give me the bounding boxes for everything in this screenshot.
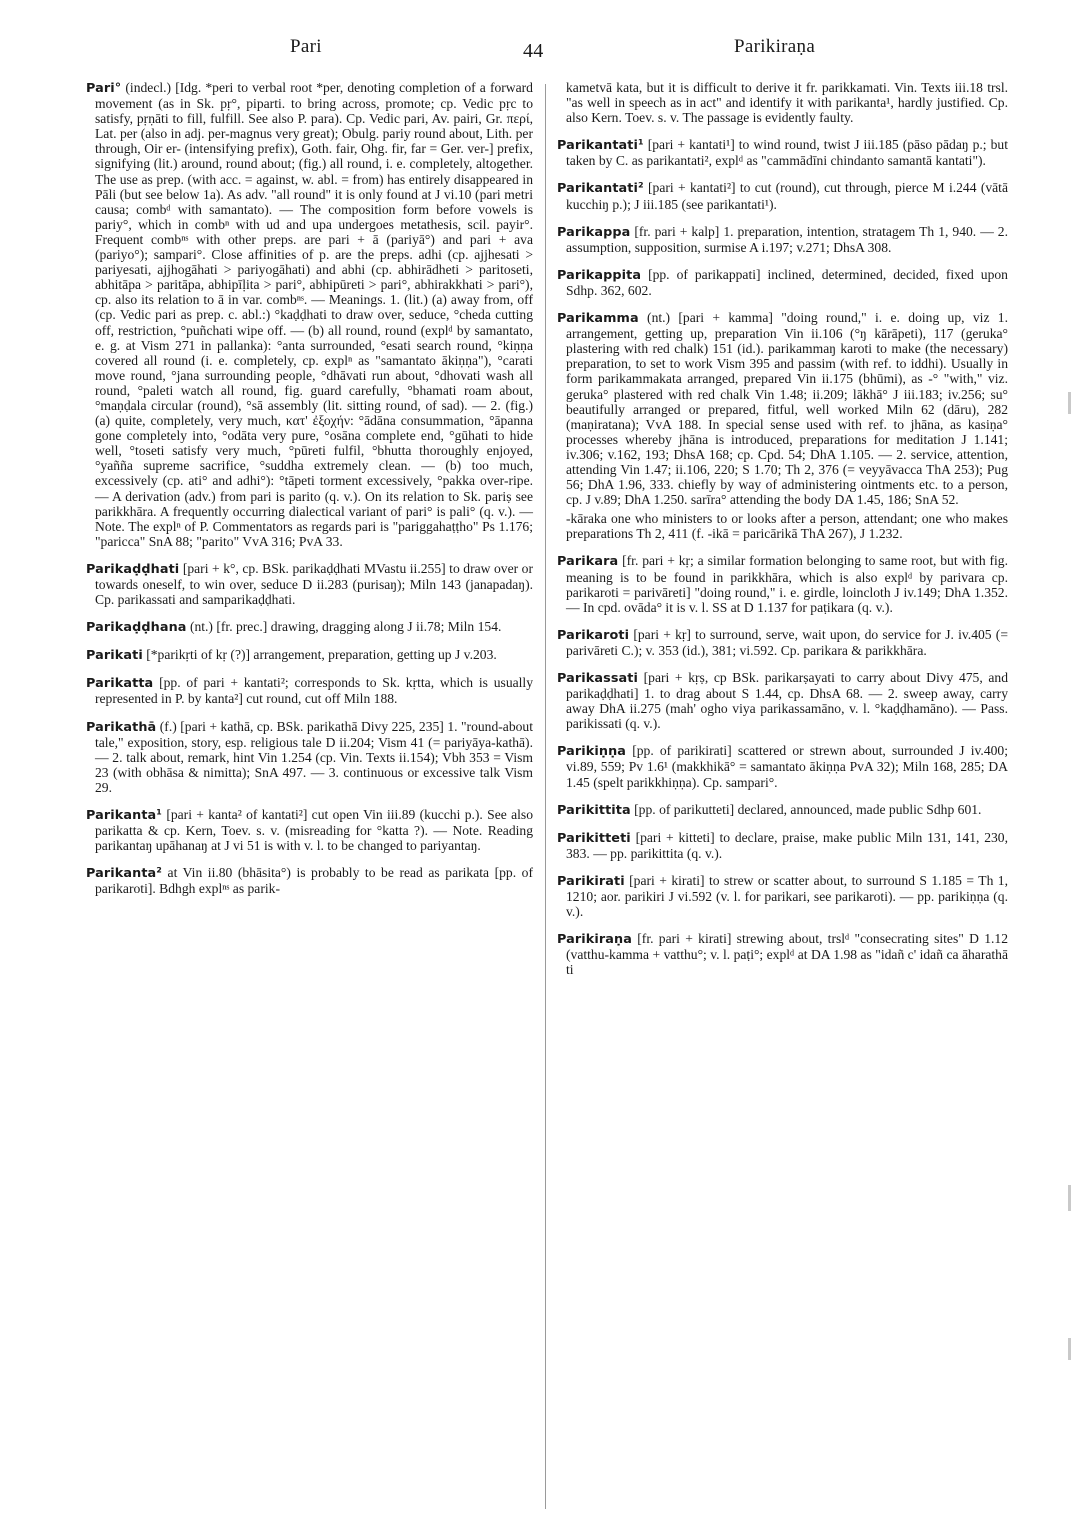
entry-headword: Parikamma	[557, 311, 639, 327]
dictionary-entry	[86, 647, 533, 663]
entry-definition: [pari + kantati¹] to wind round, twist J iii.185 (pāso pādaŋ p.; but taken by C. as parikantati², explᵈ as "cammādīni chindanto samantā kantati").	[566, 137, 1008, 169]
scan-edge-mark	[1068, 1185, 1071, 1211]
scan-edge-mark	[1068, 1338, 1071, 1360]
dictionary-entry	[86, 619, 533, 635]
entry-definition: [pari + kṛ] to surround, serve, wait upon, do service for J. iv.405 (= parivāreti C.); v. 353 (id.), 381; vi.592. Cp. parikara & parikkhāra.	[566, 626, 1008, 658]
column-divider	[545, 84, 546, 1509]
dictionary-entry	[557, 670, 1008, 731]
page-number: 44	[523, 40, 544, 62]
dictionary-entry	[557, 310, 1008, 507]
dictionary-entry	[557, 267, 1008, 298]
entry-definition: (nt.) [pari + kamma] "doing round," i. e. doing up, viz 1. arrangement, getting up, preparation Vin ii.106 (°ŋ kārāpeti), 117 (geruka° plastering with red chalk) 151 (id.). parikammaŋ karoti to make (the necessary) preparation, to set to work Vism 395 and passim (with ref. to iddhi). Usually in form parikammakata arranged, prepared Vin ii.175 (bhūmi), as -° "with," viz. geruka° plastered with red chalk Vin 1.48; ii.209; lākhā° J iii.183; iv.256; su° beautifully arranged or prepared, fitful, well worked Miln 62 (dāru), 282 (maṇiratana); VvA 188. In special sense used with ref. to jhāna, as kasiṇa° processes whereby jhāna is introduced, preparations for meditation J 1.141; iv.306; v.162, 193; DhsA 168; cp. Cpd. 54; DhA 1.105. — 2. service, attention, attending Vin 1.47; ii.106, 220; S 1.70; Th 2, 376 (= veyyāvacca ThA 253); Pug 56; DhA 1.96, 333. chiefly by way of administering ointments etc. to a person, cp. J v.89; DhA 1.250. sarīra° attending the body DA 1.45, 186; SnA 52.	[566, 310, 1008, 508]
dictionary-entry	[557, 80, 1008, 125]
entry-headword: Parikati	[86, 648, 143, 664]
entry-definition: [pari + kirati] to strew or scatter about, to surround S 1.185 = Th 1, 1210; aor. parikiri J vi.592 (v. l. for parikari, see parikaroti). — pp. parikiṇṇa (q. v.).	[566, 872, 1008, 920]
entry-headword: Parikiraṇa	[557, 932, 632, 948]
entry-headword: Parikantati²	[557, 181, 644, 197]
entry-definition: [pp. of parikappati] inclined, determined, decided, fixed upon Sdhp. 362, 602.	[566, 266, 1008, 298]
entry-headword: Parikiṇṇa	[557, 744, 627, 760]
dictionary-entry	[557, 830, 1008, 861]
running-head-left: Pari	[290, 36, 322, 57]
entry-headword: Parikatta	[86, 676, 154, 692]
entry-definition: [fr. pari + kṛ; a similar formation belonging to same root, but with fig. meaning is to be found in parikkhāra, which is also explᵈ by parivara cp. parikaroti = parivāreti] "doing round," i. e. girdle, loincloth J iv.149; DhA 1.352. — In cpd. ovāda° it is v. l. SS at D 1.137 for paṭikara (q. v.).	[566, 553, 1008, 615]
dictionary-entry	[86, 719, 533, 795]
dictionary-entry	[557, 743, 1008, 789]
entry-headword: Parikanta²	[86, 866, 162, 882]
dictionary-entry	[86, 675, 533, 706]
entry-definition: [pari + kṛṣ, cp BSk. parikarṣayati to carry about Divy 475, and parikaḍḍhati] 1. to drag about S 1.44, cp. DhsA 68. — 2. sweep away, carry away DhA ii.275 (mah' ogho viya parikassamāno, v. l. °kaḍḍhamāno). — Pass. parikissati (q. v.).	[566, 670, 1008, 732]
left-column	[86, 80, 533, 909]
entry-headword: Parikaḍḍhana	[86, 620, 187, 636]
dictionary-entry	[557, 511, 1008, 541]
entry-definition: [pari + k°, cp. BSk. parikaḍḍhati MVastu ii.255] to draw over or towards oneself, to win over, seduce D ii.283 (purisaŋ); Miln 143 (janapadaŋ). Cp. parikassati and samparikaḍḍhati.	[95, 560, 533, 608]
dictionary-entry	[86, 561, 533, 607]
entry-headword: Parikaḍḍhati	[86, 561, 180, 577]
entry-definition: [fr. pari + kalp] 1. preparation, intention, stratagem Th 1, 940. — 2. assumption, supposition, surmise A i.197; v.271; DhsA 308.	[566, 223, 1008, 255]
entry-headword: Parikaroti	[557, 627, 630, 643]
dictionary-entry	[86, 865, 533, 896]
entry-headword: Parikappa	[557, 224, 631, 240]
dictionary-entry	[557, 627, 1008, 658]
entry-headword: Parikappita	[557, 267, 642, 283]
entry-headword: Parikantati¹	[557, 138, 644, 154]
entry-definition: (indecl.) [Idg. *peri to verbal root *per, denoting completion of a forward movement (as in Sk. pṛ°, piparti. to bring across, promote; cp. Vedic pṛc to satisfy, pṛṇāti to fill, fulfill. See also P. para). Cp. Vedic pari, Av. pairi, Gr. περί, Lat. per (also in adj. per-magnus very great); Obulg. pariy round about, Lith. per through, Oir er- (intensifying prefix), Goth. fair, Ohg. fir, far = Ger. ver-] prefix, signifying (lit.) around, round about; (fig.) all round, i. e. completely, altogether. The use as prep. (with acc. = against, w. abl. = from) has entirely disappeared in Pāli (but see below 1a). As adv. "all round" it is only found at J vi.10 (pari metri causa; combᵈ with samantato). — The composition form before vowels is pariy°, which in combⁿ with ud and upa undergoes metathesis, scil. payir°. Frequent combⁿˢ with other preps. are pari + ā (pariyā°) and pari + ava (pariyo°); sampari°. Close affinities of p. are the preps. adhi (cp. ajjhesati > pariyesati, ajjhogāhati > pariyogāhati) and abhi (cp. abhirādheti > paritoseti, abhitāpa > paritāpa, abhipīḷita > pari°, abhipūreti > pari°, abhirakkhati > pari°), cp. also its relation to ā in var. combⁿˢ. — Meanings. 1. (lit.) (a) away from, off (cp. Vedic pari as prep. c. abl.:) °kaḍḍhati to draw over, seduce, °cheda cutting off, restriction, °puñchati wipe off. — (b) all round, round (explᵈ by samantato, e. g. at Vism 271 in pallanka): °anta surrounded, °esati search round, °kiṇṇa covered all round (i. e. completely, cp. explⁿ as "samantato ākiṇṇa"), °carati move round, °jana surrounding people, °dhāvati run about, °dhovati wash all round, °paleti watch all round, fig. guard carefully, °bhamati roam about, °maṇḍala circular (round), °sā assembly (lit. sitting round, of sad). — 2. (fig.) (a) quite, completely, very much, κατ' ἐξοχήν: °ādāna consummation, °āpanna gone completely into, °odāta very pure, °osāna complete end, °gūhati to hide well, °toseti satisfy very much, °pūreti fulfil, °bhutta thoroughly enjoyed, °yañña supreme sacrifice, °suddha extremely clean. — (b) too much, excessively (cp. ati° and adhi°): °tāpeti torment excessively, °pakka over-ripe. — A derivation (adv.) from pari is parito (q. v.). On its relation to Sk. pariṣ see parikkhāra. A frequently occurring dialectical variant of pari° is pali° (q. v.). — Note. The explⁿ of P. Commentators as regards pari is "pariggahaṭṭho" Ps 1.176; "paricca" SnA 88; "parito" VvA 316; PvA 33.	[95, 80, 533, 549]
entry-headword: Parikittita	[557, 802, 631, 818]
entry-definition: at Vin ii.80 (bhāsita°) is probably to be read as parikata [pp. of parikaroti]. Bdhgh explⁿˢ as parik-	[95, 865, 533, 897]
scan-edge-mark	[1068, 392, 1071, 414]
entry-definition: [*parikṛti of kṛ (?)] arrangement, preparation, getting up J v.203.	[146, 647, 497, 663]
dictionary-entry	[557, 873, 1008, 919]
entry-definition: (f.) [pari + kathā, cp. BSk. parikathā Divy 225, 235] 1. "round-about tale," exposition, story, esp. religious tale D ii.204; Vism 41 (= pariyāya-kathā). — 2. talk about, remark, hint Vin 1.254 (cp. Vin. Texts ii.154); Vbh 353 = Vism 23 (with obhāsa & nimitta); SnA 497. — 3. continuous or excessive talk Vism 29.	[95, 718, 533, 795]
dictionary-entry	[557, 802, 1008, 818]
entry-headword: Parikanta¹	[86, 808, 162, 824]
entry-definition: [pari + kanta² of kantati²] cut open Vin iii.89 (kucchi p.). See also parikatta & cp. Kern, Toev. s. v. (misreading for °katta ?). — Note. Reading parikantaŋ upāhanaŋ at J vi 51 is with v. l. to be changed to pariyantaŋ.	[95, 807, 533, 854]
entry-definition: [pari + kitteti] to declare, praise, make public Miln 131, 141, 230, 383. — pp. parikittita (q. v.).	[566, 829, 1008, 861]
dictionary-entry	[557, 553, 1008, 614]
running-head-right: Parikiraṇa	[734, 36, 816, 57]
dictionary-entry	[557, 224, 1008, 255]
entry-definition: -kāraka one who ministers to or looks after a person, attendant; one who makes preparations Th 2, 411 (f. -ikā = paricārikā ThA 267), J 1.232.	[566, 511, 1008, 542]
dictionary-entry	[86, 807, 533, 853]
entry-headword: Parikathā	[86, 719, 157, 735]
entry-headword: Parikassati	[557, 671, 638, 686]
entry-headword: Parikirati	[557, 873, 625, 889]
entry-headword: Parikara	[557, 554, 619, 570]
entry-definition: [fr. pari + kirati] strewing about, trslᵈ "consecrating sites" D 1.12 (vatthu-kamma + vatthu°; v. l. paṭi°; explᵈ at DA 1.98 as "idañ c' idañ ca āharathā ti	[566, 931, 1008, 978]
entry-definition: [pp. of parikutteti] declared, announced, made public Sdhp 601.	[634, 801, 982, 817]
dictionary-entry	[86, 80, 533, 549]
entry-definition: [pari + kantati²] to cut (round), cut through, pierce M i.244 (vātā kucchiŋ p.); J iii.185 (see parikantati¹).	[566, 180, 1008, 212]
entry-headword: Pari°	[86, 81, 122, 96]
dictionary-entry	[557, 931, 1008, 977]
entry-definition: kametvā kata, but it is difficult to derive it fr. parikkamati. Vin. Texts iii.18 trsl. "as well in speech as in act" and identify it with parikanta¹, hardly justified. Cp. also Kern. Toev. s. v. The passage is evidently faulty.	[566, 80, 1008, 126]
entry-definition: (nt.) [fr. prec.] drawing, dragging along J ii.78; Miln 154.	[189, 619, 502, 635]
entry-definition: [pp. of parikirati] scattered or strewn about, surrounded J iv.400; vi.89, 559; Pv 1.6¹ (makkhikā° = samantato ākiṇṇa PvA 32); Miln 168, 285; DA 1.45 (spelt parikkhiṇṇa). Cp. sampari°.	[566, 743, 1008, 790]
right-column	[557, 80, 1008, 990]
dictionary-entry	[557, 180, 1008, 211]
entry-headword: Parikitteti	[557, 830, 631, 846]
entry-definition: [pp. of pari + kantati²; corresponds to Sk. kṛtta, which is usually represented in P. by kanta²] cut round, cut off Miln 188.	[95, 675, 533, 707]
dictionary-entry	[557, 137, 1008, 168]
